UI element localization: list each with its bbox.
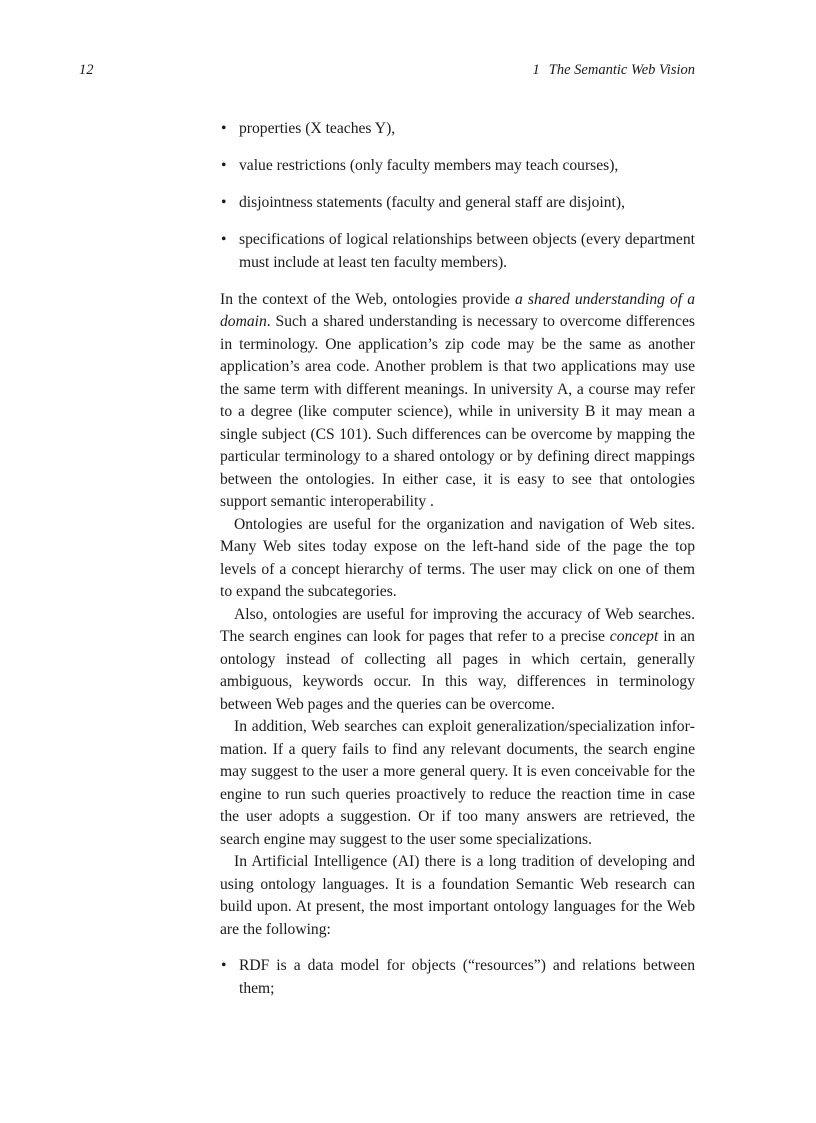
text-block	[220, 118, 695, 1015]
paragraph-text: in an ontology instead of collecting all pages in which certain, generally ambiguous, keywords occur. In this way, differences in terminology between Web pages and the queries can be overcome.	[220, 628, 695, 713]
bullet-list-bottom	[220, 955, 695, 1000]
list-item: • RDF is a data model for objects (“resources”) and relations between them;	[220, 955, 695, 1000]
paragraph-text: Also, ontologies are useful for improving the accuracy of Web searches. The search engines can look for pages that refer to a precise	[220, 605, 695, 645]
chapter-title: The Semantic Web Vision	[548, 62, 695, 78]
paragraph-navigation: Ontologies are useful for the organization and navigation of Web sites. Many Web sites today expose on the left-hand side of the page the top levels of a concept hierarchy of terms. The user may click on one of them to expand the subcategories.	[220, 515, 695, 600]
paragraph-text: . Such a shared understanding is necessary to overcome differences in terminology. One application’s zip code may be the same as another application’s area code. Another problem is that two applications may use the same term with different meanings. In university A, a course may refer to a degree (like computer science), while in university B it may mean a single subject (CS 101). Such differences can be overcome by mapping the particular terminology to a shared ontology or by defining direct mappings between the ontologies. In either case, it is easy to see that ontologies support semantic interoperability .	[220, 313, 695, 510]
running-head	[533, 62, 695, 79]
list-item: • properties (X teaches Y),	[220, 118, 695, 141]
paragraph-text: In the context of the Web, ontologies provide	[220, 290, 515, 308]
paragraph-shared-understanding	[220, 289, 695, 514]
paragraph-ai-tradition: In Artificial Intelligence (AI) there is a long tradition of developing and using ontology languages. It is a foundation Semantic Web research can build upon. At present, the most important ontology languages for the Web are the following:	[220, 853, 695, 938]
page-number: 12	[79, 62, 94, 78]
emphasis-text: concept	[609, 628, 659, 645]
emphasis-text: a shared understanding of a domain	[220, 290, 695, 330]
chapter-number: 1	[532, 62, 540, 78]
list-item: • specifications of logical relationships between objects (every department must include at least ten faculty members).	[220, 229, 695, 274]
list-item: • disjointness statements (faculty and general staff are disjoint),	[220, 192, 695, 215]
list-item: • value restrictions (only faculty members may teach courses),	[220, 155, 695, 178]
bullet-list-top	[220, 118, 695, 274]
paragraph-search-accuracy	[220, 604, 695, 717]
paragraph-generalization: In addition, Web searches can exploit generalization/specialization information. If a query fails to find any relevant documents, the search engine may suggest to the user a more general query. It is even conceivable for the engine to run such queries proactively to reduce the reaction time in case the user adopts a suggestion. Or if too many answers are retrieved, the search engine may suggest to the user some specializations.	[220, 718, 695, 848]
